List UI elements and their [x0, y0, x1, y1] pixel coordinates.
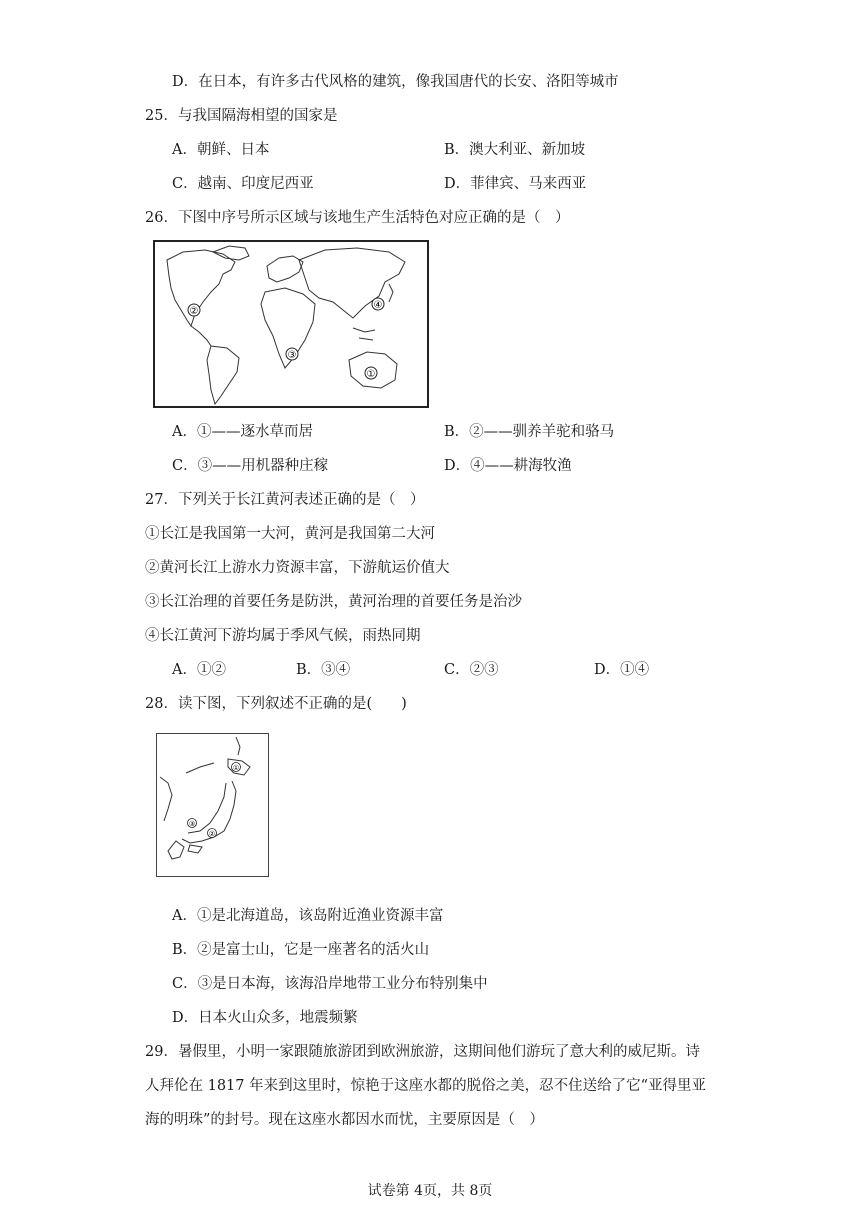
q27-option-d: D．①④	[594, 662, 650, 678]
japan-map	[156, 733, 272, 883]
q27-option-c: C．②③	[444, 662, 499, 678]
q25-option-b: B．澳大利亚、新加坡	[444, 142, 586, 158]
world-map-marker-1: ①	[366, 369, 376, 380]
world-map-svg	[153, 240, 429, 410]
q28-option-d: D．日本火山众多，地震频繁	[172, 1010, 358, 1026]
q29-line-1: 29．暑假里，小明一家跟随旅游团到欧洲旅游，这期间他们游玩了意大利的威尼斯。诗	[145, 1044, 700, 1060]
q27-stem: 27．下列关于长江黄河表述正确的是（ ）	[145, 492, 425, 508]
q28-stem: 28．读下图，下列叙述不正确的是( )	[145, 696, 407, 712]
q26-option-c: C．③——用机器种庄稼	[172, 458, 329, 474]
japan-map-marker-1: ①	[232, 764, 240, 772]
world-map-marker-3: ③	[287, 350, 297, 361]
q27-statement-2: ②黄河长江上游水力资源丰富，下游航运价值大	[145, 560, 450, 576]
q26-option-d: D．④——耕海牧渔	[444, 458, 572, 474]
q26-option-a: A．①——逐水草而居	[172, 424, 313, 440]
q27-option-b: B．③④	[296, 662, 351, 678]
q29-line-2: 人拜伦在 1817 年来到这里时，惊艳于这座水都的脱俗之美，忍不住送给了它“亚得里亚	[145, 1078, 707, 1094]
world-map-marker-4: ④	[373, 300, 383, 311]
world-map	[153, 240, 429, 414]
q27-option-a: A．①②	[172, 662, 226, 678]
japan-map-marker-3: ③	[188, 820, 196, 828]
q24-option-d: D．在日本，有许多古代风格的建筑，像我国唐代的长安、洛阳等城市	[172, 74, 619, 90]
q27-statement-1: ①长江是我国第一大河，黄河是我国第二大河	[145, 526, 435, 542]
q29-line-3: 海的明珠”的封号。现在这座水都因水而忧，主要原因是（ ）	[145, 1112, 544, 1128]
q28-option-b: B．②是富士山，它是一座著名的活火山	[172, 942, 430, 958]
q25-option-d: D．菲律宾、马来西亚	[444, 176, 587, 192]
japan-map-svg	[156, 733, 272, 879]
q27-statement-4: ④长江黄河下游均属于季风气候，雨热同期	[145, 628, 421, 644]
q28-option-c: C．③是日本海，该海沿岸地带工业分布特别集中	[172, 976, 488, 992]
q26-option-b: B．②——驯养羊驼和骆马	[444, 424, 615, 440]
q26-stem: 26．下图中序号所示区域与该地生产生活特色对应正确的是（ ）	[145, 210, 570, 226]
q25-option-c: C．越南、印度尼西亚	[172, 176, 314, 192]
page-footer: 试卷第 4页，共 8页	[367, 1183, 493, 1199]
q25-option-a: A．朝鲜、日本	[172, 142, 270, 158]
q27-statement-3: ③长江治理的首要任务是防洪，黄河治理的首要任务是治沙	[145, 594, 522, 610]
world-map-marker-2: ②	[189, 306, 199, 317]
q25-stem: 25．与我国隔海相望的国家是	[145, 108, 338, 124]
japan-map-marker-2: ②	[208, 830, 216, 838]
q28-option-a: A．①是北海道岛，该岛附近渔业资源丰富	[172, 908, 444, 924]
